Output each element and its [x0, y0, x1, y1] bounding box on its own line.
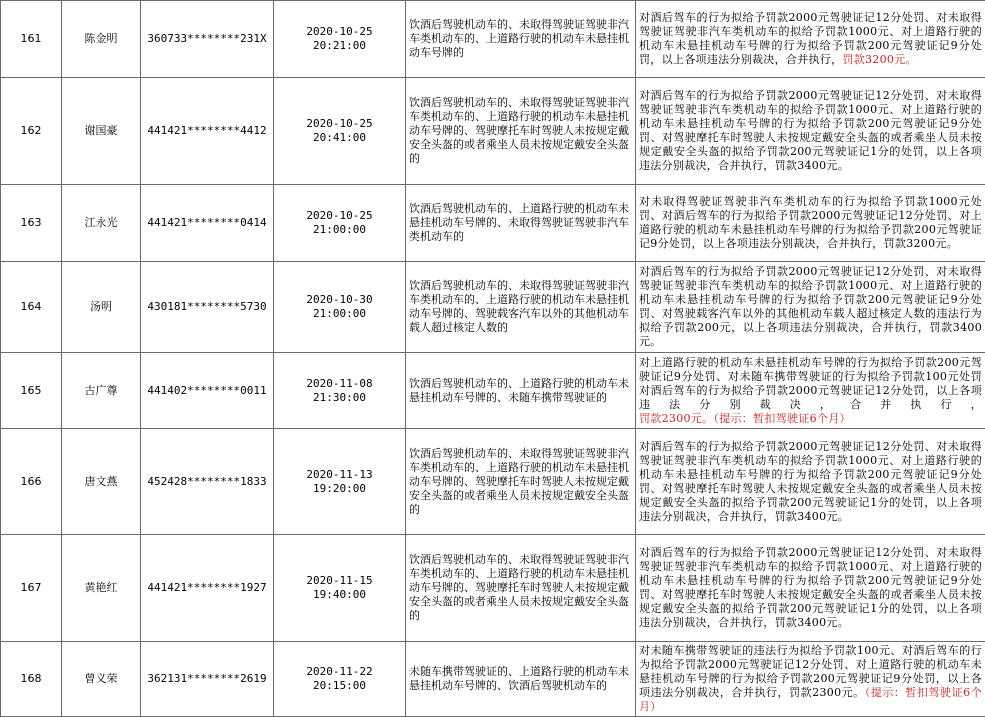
person-name: 古广尊: [62, 353, 141, 429]
penalty-decision: [636, 262, 985, 353]
violation-behavior: 未随车携带驾驶证的、上道路行驶的机动车未悬挂机动车号牌的、饮酒后驾驶机动车的: [406, 642, 636, 717]
penalty-text: 对酒后驾车的行为拟给予罚款2000元驾驶证记12分处罚、对未取得驾驶证驾驶非汽车类机动车的拟给予罚款1000元、对上道路行驶的机动车未悬挂机动车号牌的行为拟给予罚款200元驾驶证记9分处罚、对驾驶摩托车时驾驶人未按规定戴安全头盔的或者乘坐人员未按规定戴安全头盔的拟给予罚款200元驾驶证记1分的处罚，以上各项违法分别裁决，合并执行，罚款3400元。: [639, 546, 982, 629]
penalty-decision: [636, 429, 985, 535]
penalty-highlight: 罚款3200元。: [842, 53, 916, 66]
table-row: [1, 185, 985, 262]
violation-clock: 20:15:00: [277, 679, 402, 693]
person-name: 江永光: [62, 185, 141, 262]
violation-clock: 19:20:00: [277, 482, 402, 496]
table-row: [1, 78, 985, 185]
id-number: 441402********0011: [141, 353, 274, 429]
violation-time: [274, 1, 406, 78]
row-number: 168: [1, 642, 62, 717]
penalty-text: 对上道路行驶的机动车未悬挂机动车号牌的行为拟给予罚款200元驾驶证记9分处罚、对未随车携带驾驶证的行为拟给予罚款100元处罚对酒后驾车的行为拟给予罚款2000元驾驶证记12分处罚，以上各项违法分别裁决，合并执行，: [639, 356, 982, 411]
person-name: 曾义荣: [62, 642, 141, 717]
penalty-highlight: （提示：暂扣驾驶证6个月）: [639, 686, 982, 713]
violation-behavior: 饮酒后驾驶机动车的、未取得驾驶证驾驶非汽车类机动车的、上道路行驶的机动车未悬挂机动车号牌的、驾驶载客汽车以外的其他机动车载人超过核定人数的: [406, 262, 636, 353]
penalty-decision: [636, 185, 985, 262]
violation-time: [274, 262, 406, 353]
penalty-decision: [636, 78, 985, 185]
violation-behavior: 饮酒后驾驶机动车的、未取得驾驶证驾驶非汽车类机动车的、上道路行驶的机动车未悬挂机动车号牌的、驾驶摩托车时驾驶人未按规定戴安全头盔的或者乘坐人员未按规定戴安全头盔的: [406, 78, 636, 185]
penalty-decision: [636, 642, 985, 717]
violation-date: 2020-11-13: [277, 468, 402, 482]
penalty-text: 对未随车携带驾驶证的违法行为拟给予罚款100元、对酒后驾车的行为拟给予罚款2000元驾驶证记12分处罚、对上道路行驶的机动车未悬挂机动车号牌的行为拟给予罚款200元驾驶证记9分处罚，以上各项违法分别裁决，合并执行，罚款2300元。: [639, 644, 982, 699]
person-name: 黄艳红: [62, 535, 141, 642]
table-row: [1, 642, 985, 717]
violation-date: 2020-10-25: [277, 117, 402, 131]
violation-date: 2020-10-30: [277, 293, 402, 307]
violation-behavior: 饮酒后驾驶机动车的、上道路行驶的机动车未悬挂机动车号牌的、未取得驾驶证驾驶非汽车类机动车的: [406, 185, 636, 262]
violation-time: [274, 353, 406, 429]
penalty-decision: [636, 535, 985, 642]
violation-behavior: 饮酒后驾驶机动车的、上道路行驶的机动车未悬挂机动车号牌的、未随车携带驾驶证的: [406, 353, 636, 429]
penalty-text: 对酒后驾车的行为拟给予罚款2000元驾驶证记12分处罚、对未取得驾驶证驾驶非汽车类机动车的拟给予罚款1000元、对上道路行驶的机动车未悬挂机动车号牌的行为拟给予罚款200元驾驶证记9分处罚、对驾驶摩托车时驾驶人未按规定戴安全头盔的或者乘坐人员未按规定戴安全头盔的拟给予罚款200元驾驶证记1分的处罚，以上各项违法分别裁决，合并执行，罚款3400元。: [639, 440, 982, 523]
violation-clock: 20:21:00: [277, 39, 402, 53]
id-number: 430181********5730: [141, 262, 274, 353]
penalty-text: 对酒后驾车的行为拟给予罚款2000元驾驶证记12分处罚、对未取得驾驶证驾驶非汽车类机动车的拟给予罚款1000元、对上道路行驶的机动车未悬挂机动车号牌的行为拟给予罚款200元驾驶证记9分处罚，以上各项违法分别裁决，合并执行，: [639, 11, 982, 66]
violation-time: [274, 185, 406, 262]
table-row: [1, 535, 985, 642]
person-name: 陈金明: [62, 1, 141, 78]
penalty-text: 对酒后驾车的行为拟给予罚款2000元驾驶证记12分处罚、对未取得驾驶证驾驶非汽车类机动车的拟给予罚款1000元、对上道路行驶的机动车未悬挂机动车号牌的行为拟给予罚款200元驾驶证记9分处罚、对驾驶摩托车时驾驶人未按规定戴安全头盔的或者乘坐人员未按规定戴安全头盔的拟给予罚款200元驾驶证记1分的处罚，以上各项违法分别裁决，合并执行，罚款3400元。: [639, 89, 982, 172]
violation-behavior: 饮酒后驾驶机动车的、未取得驾驶证驾驶非汽车类机动车的、上道路行驶的机动车未悬挂机动车号牌的: [406, 1, 636, 78]
violation-time: [274, 642, 406, 717]
violation-clock: 21:30:00: [277, 391, 402, 405]
violation-clock: 21:00:00: [277, 223, 402, 237]
violation-behavior: 饮酒后驾驶机动车的、未取得驾驶证驾驶非汽车类机动车的、上道路行驶的机动车未悬挂机动车号牌的、驾驶摩托车时驾驶人未按规定戴安全头盔的或者乘坐人员未按规定戴安全头盔的: [406, 429, 636, 535]
violation-date: 2020-11-08: [277, 377, 402, 391]
violation-clock: 20:41:00: [277, 131, 402, 145]
person-name: 谢国豪: [62, 78, 141, 185]
person-name: 汤明: [62, 262, 141, 353]
id-number: 441421********0414: [141, 185, 274, 262]
id-number: 441421********1927: [141, 535, 274, 642]
id-number: 360733********231X: [141, 1, 274, 78]
table-row: [1, 429, 985, 535]
penalty-decision: [636, 1, 985, 78]
penalty-highlight: 罚款2300元。（提示：暂扣驾驶证6个月）: [639, 412, 851, 425]
row-number: 167: [1, 535, 62, 642]
violation-date: 2020-11-22: [277, 665, 402, 679]
table-row: [1, 353, 985, 429]
table-row: [1, 262, 985, 353]
id-number: 441421********4412: [141, 78, 274, 185]
row-number: 165: [1, 353, 62, 429]
penalty-text: 对酒后驾车的行为拟给予罚款2000元驾驶证记12分处罚、对未取得驾驶证驾驶非汽车类机动车的拟给予罚款1000元、对上道路行驶的机动车未悬挂机动车号牌的行为拟给予罚款200元驾驶证记9分处罚、对驾驶载客汽车以外的其他机动车载人超过核定人数的违法行为拟给予罚款200元，以上各项违法分别裁决，合并执行，罚款3400元。: [639, 265, 982, 348]
penalty-text: 对未取得驾驶证驾驶非汽车类机动车的行为拟给予罚款1000元处罚、对酒后驾车的行为拟给予罚款2000元驾驶证记12分处罚、对上道路行驶的机动车未悬挂机动车号牌的行为拟给予罚款200元驾驶证记9分处罚，以上各项违法分别裁决，合并执行，罚款3200元。: [639, 195, 982, 250]
violation-date: 2020-10-25: [277, 209, 402, 223]
person-name: 唐文燕: [62, 429, 141, 535]
row-number: 163: [1, 185, 62, 262]
id-number: 362131********2619: [141, 642, 274, 717]
violation-time: [274, 78, 406, 185]
table-row: [1, 1, 985, 78]
violation-clock: 21:00:00: [277, 307, 402, 321]
violation-time: [274, 535, 406, 642]
violation-clock: 19:40:00: [277, 588, 402, 602]
id-number: 452428********1833: [141, 429, 274, 535]
row-number: 166: [1, 429, 62, 535]
violation-date: 2020-11-15: [277, 574, 402, 588]
row-number: 161: [1, 1, 62, 78]
row-number: 162: [1, 78, 62, 185]
violation-date: 2020-10-25: [277, 25, 402, 39]
violation-time: [274, 429, 406, 535]
violation-behavior: 饮酒后驾驶机动车的、未取得驾驶证驾驶非汽车类机动车的、上道路行驶的机动车未悬挂机动车号牌的、驾驶摩托车时驾驶人未按规定戴安全头盔的或者乘坐人员未按规定戴安全头盔的: [406, 535, 636, 642]
row-number: 164: [1, 262, 62, 353]
penalty-decision: [636, 353, 985, 429]
